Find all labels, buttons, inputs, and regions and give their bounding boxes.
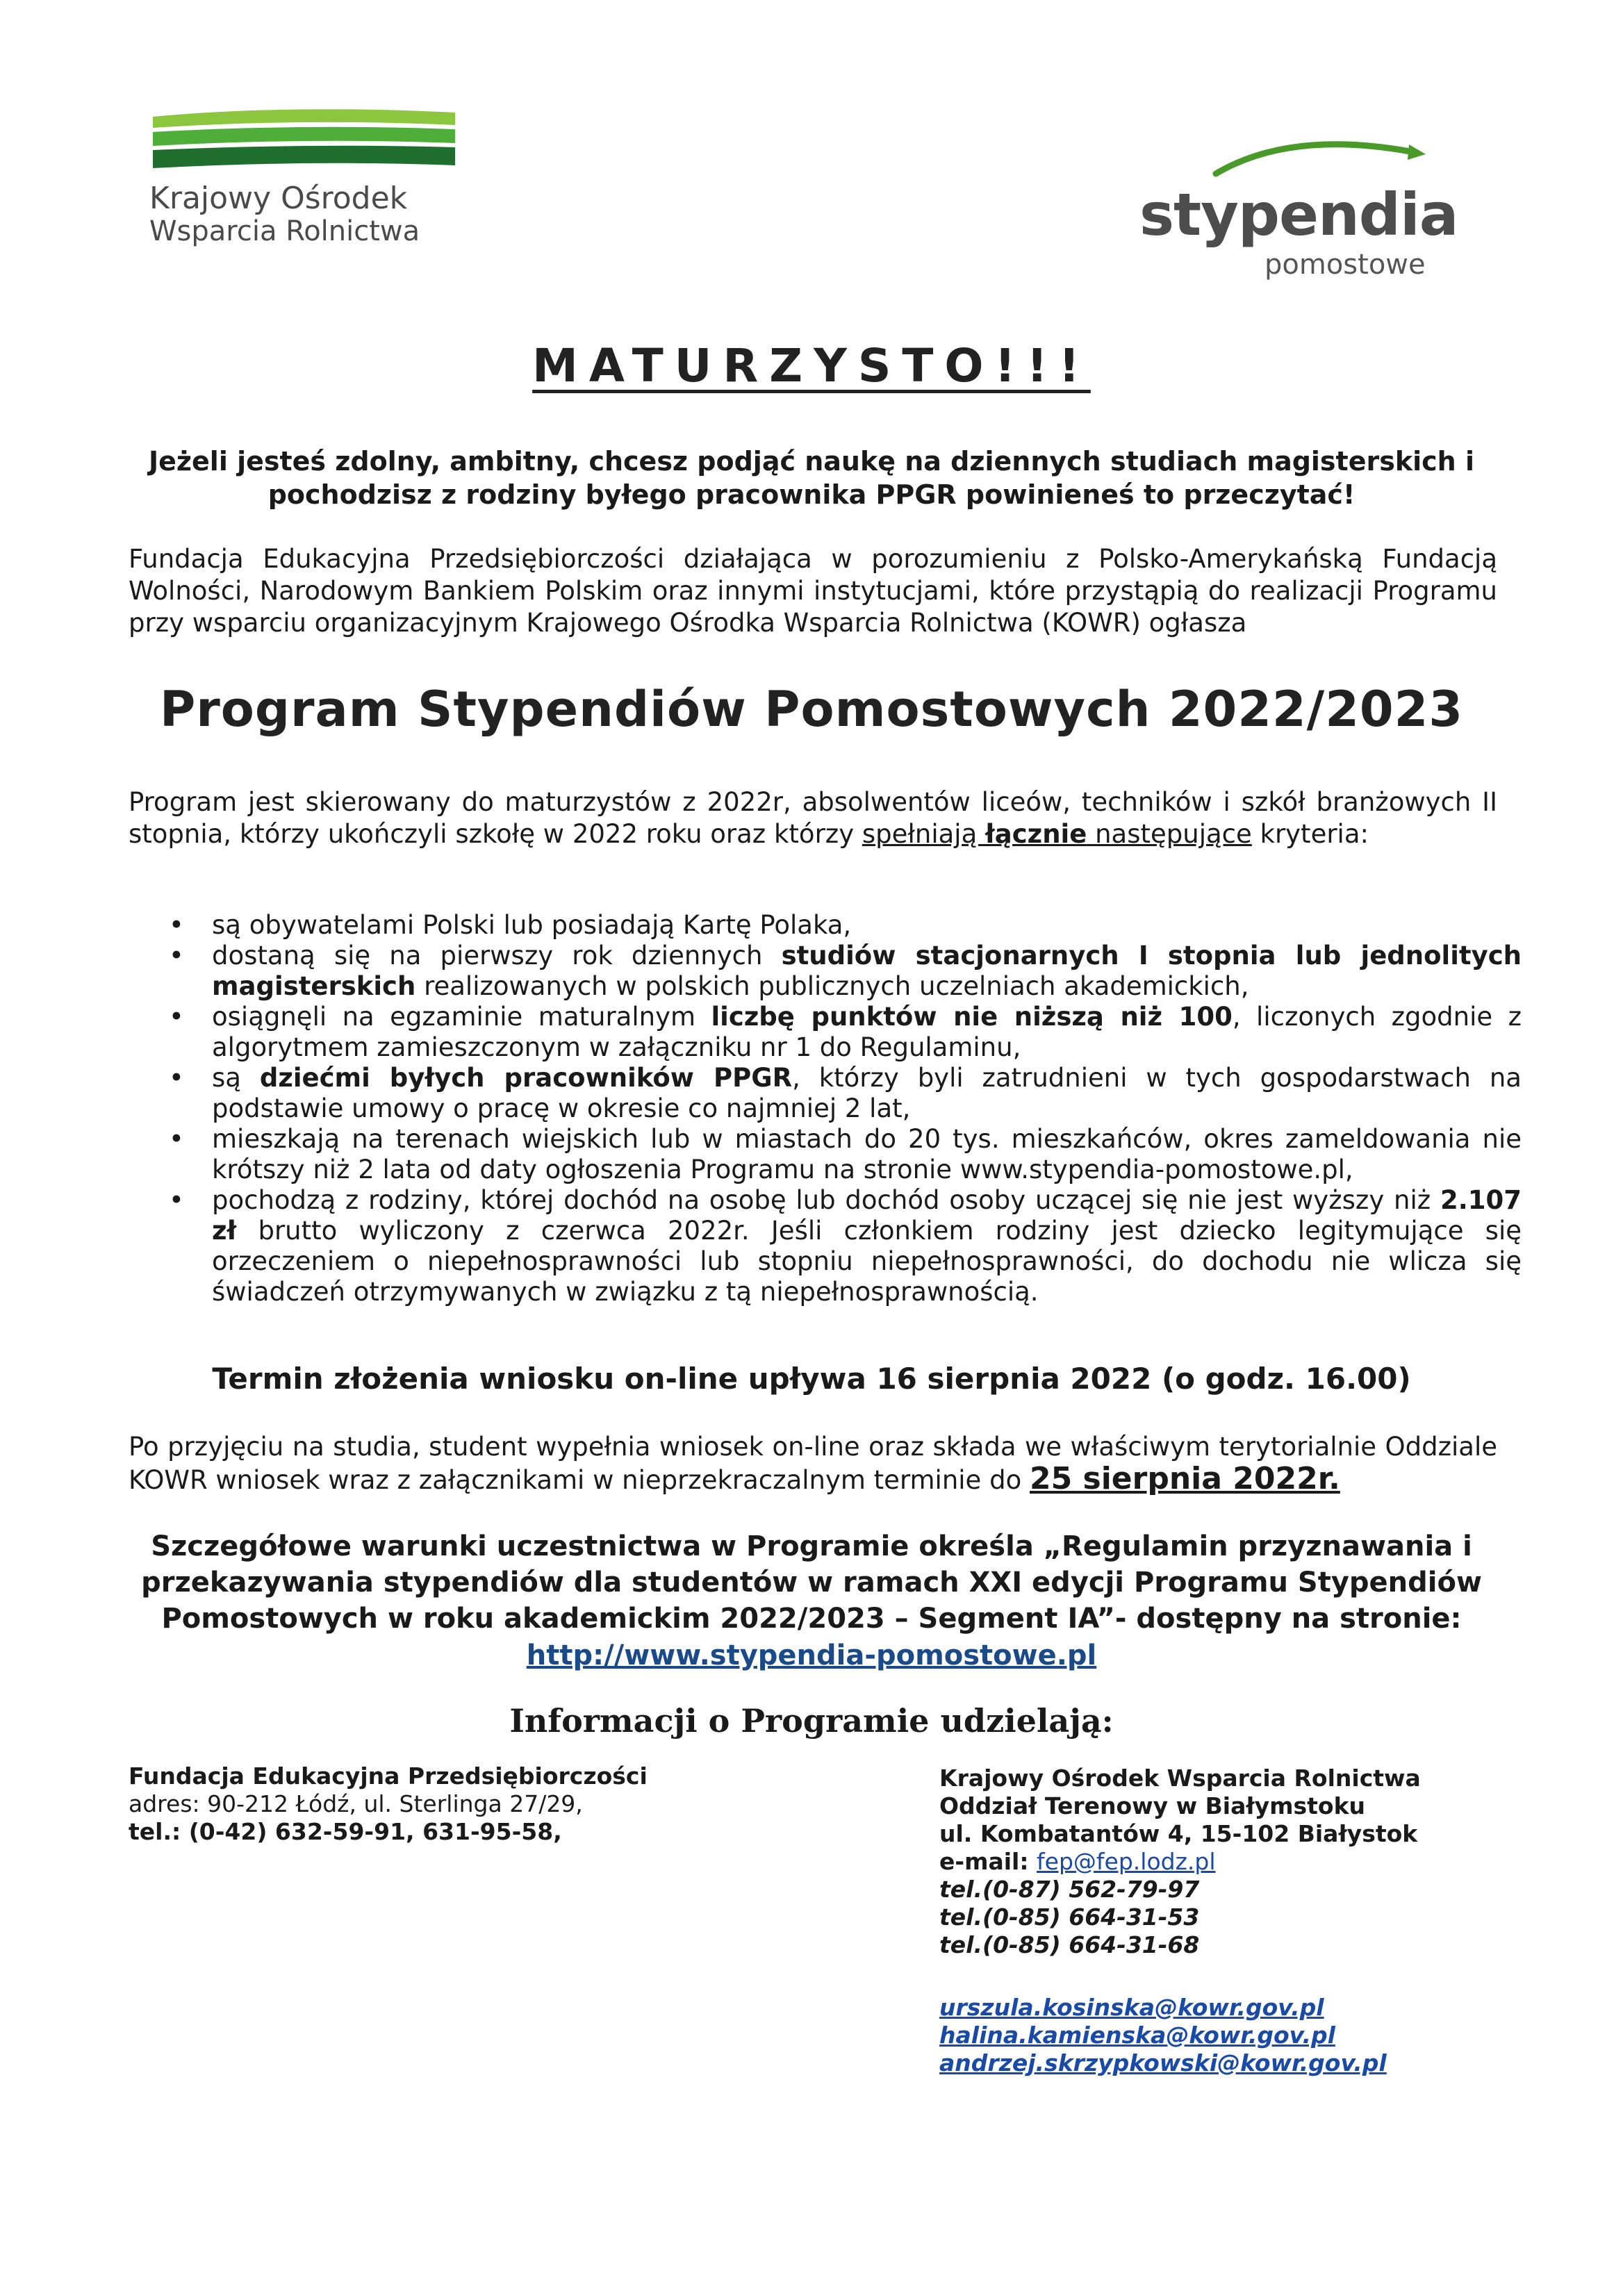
target-paragraph: Program jest skierowany do maturzystów z 2022r, absolwentów liceów, techników i szkół branżowych II stopnia, którzy ukończyli szkołę w 2022 roku oraz którzy spełniają łącznie następujące kryteria:	[129, 787, 1497, 849]
left-contact	[129, 1762, 648, 1846]
details-text: Szczegółowe warunki uczestnictwa w Programie określa „Regulamin przyznawania i przekazywania stypendiów dla studentów w ramach XXI edycji Programu Stypendiów Pomostowych w roku akademickim 2022/2023 – Segment IA”- dostępny na stronie:	[141, 1530, 1482, 1635]
list-item: • osiągnęli na egzaminie maturalnym liczbę punktów nie niższą niż 100, liczonych zgodnie z algorytmem zamieszczonym w załączniku nr 1 do Regulaminu,	[169, 1002, 1522, 1062]
contact-phone: tel.(0-85) 664-31-53	[939, 1903, 1200, 1931]
kowr-logo	[149, 104, 476, 264]
contact-branch: Oddział Terenowy w Białymstoku	[939, 1792, 1366, 1819]
criteria-list	[163, 910, 1522, 1307]
page-title: MATURZYSTO!!!	[532, 339, 1091, 393]
contact-name: Krajowy Ośrodek Wsparcia Rolnictwa	[939, 1765, 1421, 1792]
stypendia-logo-word: stypendia	[1139, 181, 1458, 249]
stypendia-logo	[1139, 132, 1458, 292]
info-heading: Informacji o Programie udzielają:	[509, 1702, 1114, 1740]
foundation-paragraph: Fundacja Edukacyjna Przedsiębiorczości działająca w porozumieniu z Polsko-Amerykańską Fundacją Wolności, Narodowym Bankiem Polskim oraz innymi instytucjami, które przystąpią do realizacji Programu przy wsparciu organizacyjnym Krajowego Ośrodka Wsparcia Rolnictwa (KOWR) ogłasza	[129, 544, 1497, 638]
list-item: • są dziećmi byłych pracowników PPGR, którzy byli zatrudnieni w tych gospodarstwach na podstawie umowy o pracę w okresie co najmniej 2 lat,	[169, 1063, 1522, 1123]
arc-icon	[1209, 132, 1431, 181]
after-admission-paragraph: Po przyjęciu na studia, student wypełnia wniosek on-line oraz składa we właściwym terytorialnie Oddziale KOWR wniosek wraz z załącznikami w nieprzekraczalnym terminie do 25 sierpnia 2022r.	[129, 1432, 1497, 1496]
contact-email: e-mail: fep@fep.lodz.pl	[939, 1848, 1216, 1875]
stypendia-logo-sub: pomostowe	[1264, 249, 1426, 281]
list-item: • dostaną się na pierwszy rok dziennych studiów stacjonarnych I stopnia lub jednolitych magisterskich realizowanych w polskich publicznych uczelniach akademickich,	[169, 941, 1522, 1001]
intro-text: Jeżeli jesteś zdolny, ambitny, chcesz podjąć naukę na dziennych studiach magisterskich i pochodzisz z rodziny byłego pracownika PPGR powinieneś to przeczytać!	[149, 446, 1474, 510]
contact-address: adres: 90-212 Łódź, ul. Sterlinga 27/29,	[129, 1790, 583, 1817]
email-link[interactable]: fep@fep.lodz.pl	[1037, 1848, 1216, 1875]
contact-phones: tel.: (0-42) 632-59-91, 631-95-58,	[129, 1818, 562, 1845]
contact-address: ul. Kombatantów 4, 15-102 Białystok	[939, 1820, 1418, 1847]
deadline-text: Termin złożenia wniosku on-line upływa 16 sierpnia 2022 (o godz. 16.00)	[212, 1362, 1411, 1396]
website-link[interactable]: http://www.stypendia-pomostowe.pl	[526, 1640, 1097, 1671]
kowr-logo-line2: Wsparcia Rolnictwa	[149, 215, 420, 247]
submission-deadline: 25 sierpnia 2022r.	[1029, 1461, 1340, 1496]
email-link[interactable]: urszula.kosinska@kowr.gov.pl	[939, 1994, 1324, 2021]
email-list	[939, 1994, 1387, 2077]
email-link[interactable]: halina.kamienska@kowr.gov.pl	[939, 2022, 1335, 2049]
list-item: • pochodzą z rodziny, której dochód na osobę lub dochód osoby uczącej się nie jest wyższy niż 2.107 zł brutto wyliczony z czerwca 2022r. Jeśli członkiem rodziny jest dziecko legitymujące się orzeczeniem o niepełnosprawności lub stopniu niepełnosprawności, do dochodu nie wlicza się świadczeń otrzymywanych w związku z tą niepełnosprawnością.	[169, 1185, 1522, 1307]
program-title: Program Stypendiów Pomostowych 2022/2023	[159, 681, 1464, 738]
contact-name: Fundacja Edukacyjna Przedsiębiorczości	[129, 1762, 648, 1790]
email-link[interactable]: andrzej.skrzypkowski@kowr.gov.pl	[939, 2049, 1387, 2076]
list-item: • są obywatelami Polski lub posiadają Kartę Polaka,	[169, 910, 852, 940]
list-item: • mieszkają na terenach wiejskich lub w miastach do 20 tys. mieszkańców, okres zameldowania nie krótszy niż 2 lata od daty ogłoszenia Programu na stronie www.stypendia-pomostowe.pl,	[169, 1124, 1522, 1184]
kowr-stripes-icon	[149, 104, 476, 174]
contact-phone: tel.(0-85) 664-31-68	[939, 1931, 1200, 1958]
kowr-logo-line1: Krajowy Ośrodek	[149, 181, 408, 216]
right-contact	[939, 1765, 1421, 1959]
contact-phone: tel.(0-87) 562-79-97	[939, 1876, 1200, 1903]
